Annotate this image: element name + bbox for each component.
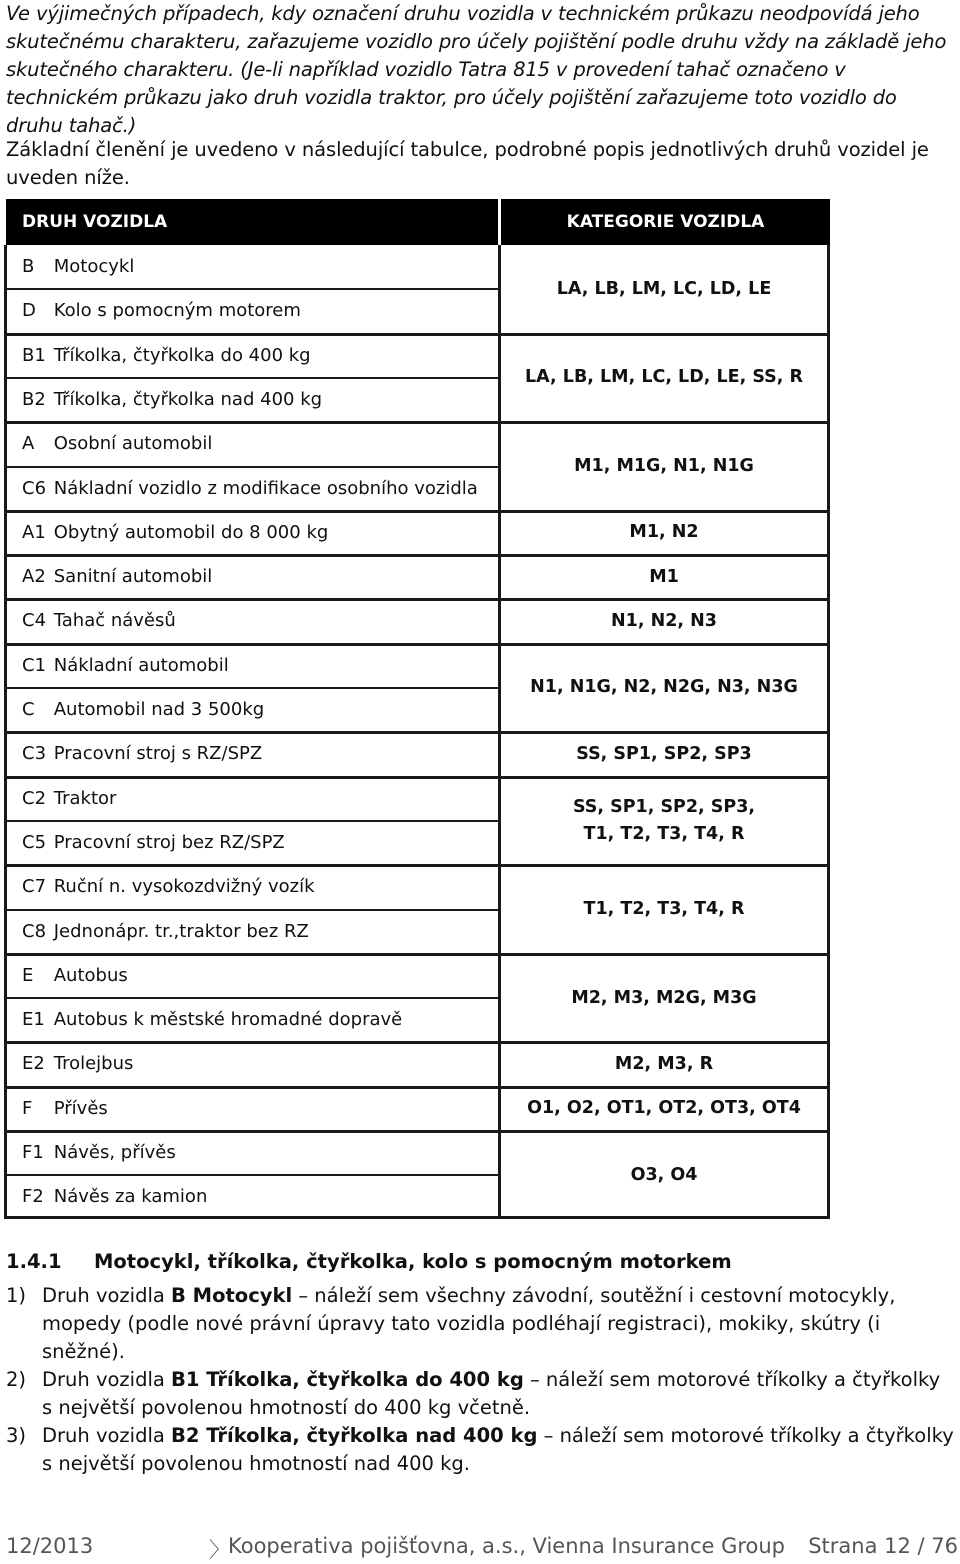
vehicle-name: Sanitní automobil [53, 566, 213, 588]
category-text: M1, N2 [629, 522, 699, 543]
chevron-right-icon: 〉 [209, 1538, 230, 1562]
list-item-prefix: Druh vozidla [42, 1284, 172, 1307]
list-item-description: – náleží sem motorové tříkolky a čtyřkolky s největší povolenou hmotností do 400 kg včetně. [42, 1368, 941, 1419]
list-item [6, 1282, 956, 1366]
list-item-vehicle-type: B Motocykl [171, 1284, 293, 1307]
category-text: LA, LB, LM, LC, LD, LE, SS, R [525, 367, 803, 388]
table-cell-category [501, 777, 827, 866]
vehicle-name: Nákladní vozidlo z modifikace osobního vozidla [53, 477, 478, 499]
vehicle-name: Pracovní stroj bez RZ/SPZ [53, 831, 285, 853]
table-row-vehicle-type [22, 422, 212, 466]
vehicle-code: C7 [22, 876, 47, 898]
table-row-vehicle-type [22, 378, 322, 422]
table-cell-category [501, 865, 827, 954]
vehicle-name: Motocykl [53, 256, 135, 277]
table-header [6, 199, 830, 245]
category-line: SS, SP1, SP2, SP3, [572, 796, 756, 817]
page-footer [6, 1534, 958, 1564]
vehicle-name: Trolejbus [53, 1053, 134, 1075]
footer-company: Kooperativa pojišťovna, a.s., Vienna Insurance Group [228, 1534, 786, 1558]
vehicle-table [4, 245, 830, 1219]
vehicle-code: B [22, 256, 35, 277]
table-row-vehicle-type [22, 245, 134, 289]
vehicle-code: C6 [22, 477, 47, 499]
table-row-vehicle-type [22, 599, 176, 643]
list-item-number: 2) [6, 1368, 27, 1391]
table-row-vehicle-type [22, 688, 264, 732]
table-row-vehicle-type [22, 644, 229, 688]
vehicle-name: Návěs za kamion [53, 1186, 208, 1208]
vehicle-name: Pracovní stroj s RZ/SPZ [53, 743, 263, 765]
table-cell-category [501, 1042, 827, 1086]
vehicle-code: F2 [22, 1186, 44, 1208]
footer-date: 12/2013 [6, 1534, 94, 1558]
table-row-vehicle-type [22, 334, 311, 378]
vehicle-code: F1 [22, 1142, 44, 1163]
table-row-vehicle-type [22, 777, 116, 821]
list-item [6, 1366, 956, 1422]
vehicle-code: F [22, 1097, 33, 1119]
vehicle-code: C2 [22, 787, 47, 809]
table-row-vehicle-type [22, 998, 402, 1042]
table-cell-category [501, 555, 827, 599]
header-vehicle-type: DRUH VOZIDLA [22, 212, 168, 232]
category-text: T1, T2, T3, T4, R [583, 898, 745, 919]
vehicle-name: Autobus [53, 964, 128, 986]
intro-italic-paragraph: Ve výjimečných případech, kdy označení druhu vozidla v technickém průkazu neodpovídá jeho skutečnému charakteru, zařazujeme vozidlo pro účely pojištění podle druhu vždy na základě jeho skutečného charakteru. (Je-li například vozidlo Tatra 815 v provedení tahač označeno v technickém průkazu jako druh vozidla traktor, pro účely pojištění zařazujeme toto vozidlo do druhu tahač.) [6, 2, 947, 137]
list-item-description: – náleží sem všechny závodní, soutěžní i cestovní motocykly, mopedy (podle nové právní úpravy tato vozidla podléhají registraci), mokiky, skútry (i sněžné). [42, 1284, 896, 1363]
table-row-vehicle-type [22, 1175, 207, 1219]
table-cell-category [501, 245, 827, 334]
vehicle-code: B2 [22, 388, 46, 410]
vehicle-name: Tříkolka, čtyřkolka nad 400 kg [53, 388, 323, 410]
vehicle-name: Přívěs [53, 1097, 108, 1119]
table-row-vehicle-type [22, 821, 285, 865]
vehicle-code: E2 [22, 1053, 45, 1075]
table-row-vehicle-type [22, 555, 212, 599]
category-text: N1, N1G, N2, N2G, N3, N3G [530, 677, 798, 698]
list-item-prefix: Druh vozidla [42, 1368, 172, 1391]
table-row-vehicle-type [22, 954, 128, 998]
vehicle-name: Obytný automobil do 8 000 kg [53, 521, 329, 543]
table-cell-category [501, 954, 827, 1043]
section-title: Motocykl, tříkolka, čtyřkolka, kolo s pomocným motorkem [94, 1250, 732, 1273]
vehicle-name: Automobil nad 3 500kg [53, 699, 265, 720]
vehicle-code: E [22, 964, 34, 986]
table-cell-category [501, 732, 827, 776]
vehicle-code: A2 [22, 566, 46, 588]
table-row-vehicle-type [22, 289, 301, 333]
table-cell-category [501, 644, 827, 733]
section-number: 1.4.1 [6, 1250, 62, 1273]
vehicle-name: Jednonápr. tr.,traktor bez RZ [53, 920, 309, 942]
category-text: M1 [649, 566, 679, 587]
vehicle-code: E1 [22, 1009, 45, 1031]
table-cell-category [501, 511, 827, 555]
table-cell-category [501, 422, 827, 511]
list-item-number: 1) [6, 1284, 27, 1307]
vehicle-name: Tahač návěsů [53, 610, 176, 632]
category-text: O1, O2, OT1, OT2, OT3, OT4 [527, 1098, 801, 1119]
table-cell-category [501, 599, 827, 643]
table-row-vehicle-type [22, 1087, 108, 1131]
vehicle-name: Návěs, přívěs [53, 1142, 176, 1163]
category-text: LA, LB, LM, LC, LD, LE [556, 278, 772, 299]
table-row-vehicle-type [22, 910, 309, 954]
list-item-number: 3) [6, 1424, 27, 1447]
list-item-prefix: Druh vozidla [42, 1424, 172, 1447]
section-items [6, 1282, 956, 1478]
table-cell-category [501, 334, 827, 423]
vehicle-code: D [22, 300, 36, 322]
vehicle-name: Ruční n. vysokozdvižný vozík [53, 876, 315, 898]
vehicle-code: C [22, 699, 35, 720]
vehicle-name: Nákladní automobil [53, 654, 229, 676]
category-text: M1, M1G, N1, N1G [574, 455, 754, 476]
category-line: T1, T2, T3, T4, R [583, 823, 745, 844]
table-row-vehicle-type [22, 511, 328, 555]
table-row-vehicle-type [22, 865, 315, 909]
list-item-vehicle-type: B2 Tříkolka, čtyřkolka nad 400 kg [171, 1424, 538, 1447]
list-item-description: – náleží sem motorové tříkolky a čtyřkolky s největší povolenou hmotností nad 400 kg. [42, 1424, 954, 1475]
vehicle-code: C3 [22, 743, 47, 765]
category-text: M2, M3, M2G, M3G [571, 987, 757, 1008]
vehicle-name: Autobus k městské hromadné dopravě [53, 1009, 403, 1031]
vehicle-code: A1 [22, 521, 46, 543]
intro-paragraph: Základní členění je uvedeno v následující tabulce, podrobné popis jednotlivých druhů vozidel je uveden níže. [6, 138, 929, 189]
list-item-vehicle-type: B1 Tříkolka, čtyřkolka do 400 kg [171, 1368, 524, 1391]
vehicle-name: Kolo s pomocným motorem [53, 300, 301, 322]
vehicle-code: A [22, 433, 35, 455]
vehicle-code: B1 [22, 344, 46, 366]
table-row-vehicle-type [22, 1131, 176, 1175]
list-item [6, 1422, 956, 1478]
category-text: M2, M3, R [614, 1054, 714, 1075]
vehicle-name: Tříkolka, čtyřkolka do 400 kg [53, 344, 311, 366]
table-cell-category [501, 1131, 827, 1220]
section-heading [6, 1248, 956, 1276]
vehicle-code: C5 [22, 831, 47, 853]
category-text: O3, O4 [630, 1164, 698, 1185]
header-vehicle-category: KATEGORIE VOZIDLA [566, 212, 765, 232]
category-text: SS, SP1, SP2, SP3 [576, 743, 752, 764]
table-row-vehicle-type [22, 732, 262, 776]
vehicle-name: Traktor [53, 787, 117, 809]
category-text: N1, N2, N3 [611, 611, 717, 632]
table-cell-category [501, 1087, 827, 1131]
vehicle-code: C1 [22, 654, 47, 676]
vehicle-code: C8 [22, 920, 47, 942]
footer-page-number: Strana 12 / 76 [808, 1534, 958, 1558]
vehicle-code: C4 [22, 610, 47, 632]
table-row-vehicle-type [22, 467, 478, 511]
vehicle-name: Osobní automobil [53, 433, 213, 455]
table-row-vehicle-type [22, 1042, 133, 1086]
